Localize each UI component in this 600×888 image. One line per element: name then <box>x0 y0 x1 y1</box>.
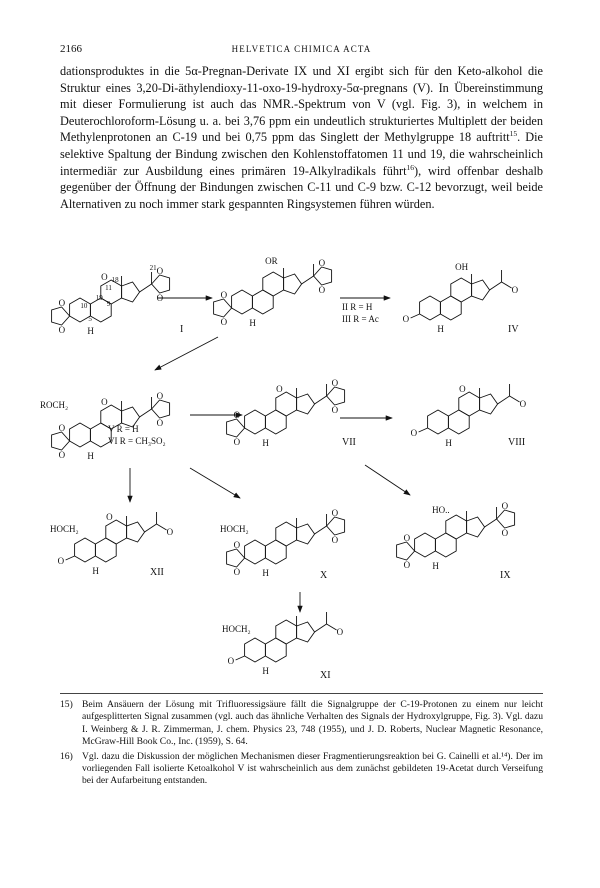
cmpd-ii-dioxolane <box>214 299 232 317</box>
cmpd-i-locant-10: 10 <box>80 302 88 310</box>
cmpd-xii-c20-bond <box>145 524 157 532</box>
cmpd-ix-ring-c <box>446 515 467 539</box>
cmpd-i-dioxolane <box>152 275 170 293</box>
cmpd-x-label: X <box>320 570 328 581</box>
cmpd-ii-ring-d <box>284 274 302 294</box>
cmpd-v-dioxolane <box>152 400 170 418</box>
cmpd-xi-ring-c <box>276 620 297 644</box>
cmpd-vii-c11-oxygen: O <box>276 384 283 394</box>
cmpd-i-locant-21: 21 <box>149 264 157 272</box>
cmpd-i-c11-oxygen: O <box>101 272 108 282</box>
cmpd-i-o-atom: O <box>156 266 164 276</box>
footnote-16 <box>60 751 543 788</box>
cmpd-v-o-atom: O <box>156 391 164 401</box>
cmpd-ii-h5: H <box>249 318 256 328</box>
cmpd-ii-c20-bond <box>302 276 314 284</box>
cmpd-iv-c20-bond <box>490 282 502 290</box>
footnote-text: Beim Ansäuern der Lösung mit Trifluoressigsäure fällt die Signalgruppe der C-19-Protonen zu einem nur leicht aufgesplitterten Signal zusammen (vgl. auch das ähnliche Verhalten des Signals der Hydroxylgruppe, Fig. 3). Vgl. dazu I. Weinberg & J. R. Zimmerman, J. chem. Physics 23, 748 (1955), und J. D. Roberts, Nuclear Magnetic Resonance, McGraw-Hill Book Co., Inc. (1959), S. 64. <box>82 699 543 748</box>
cmpd-v-label: V R = H <box>108 424 139 434</box>
cmpd-ii-o-atom: O <box>318 285 326 295</box>
cmpd-x-c20-bond <box>315 526 327 534</box>
cmpd-x-ring-c <box>276 522 297 546</box>
cmpd-viii-ring-b <box>448 410 469 434</box>
cmpd-iv-ring-c <box>451 278 472 302</box>
footnote-number: 16) <box>60 750 73 762</box>
cmpd-x-ring-d <box>297 524 315 544</box>
cmpd-iv-ring-d <box>472 280 490 300</box>
cmpd-xi-c20-carbonyl <box>327 624 337 630</box>
cmpd-vii-o-atom: O <box>233 410 241 420</box>
cmpd-viii-c20-carbonyl <box>510 396 520 402</box>
cmpd-v-c20-bond <box>140 409 152 417</box>
cmpd-xii-ring-b <box>95 538 116 562</box>
cmpd-xii-c20-carbonyl <box>157 524 167 530</box>
cmpd-ix-dioxolane <box>397 542 415 560</box>
cmpd-ii-ring-c <box>263 272 284 296</box>
footnote-number: 15) <box>60 699 73 710</box>
cmpd-vii-dioxolane <box>327 387 345 405</box>
journal-title: HELVETICA CHIMICA ACTA <box>231 44 372 54</box>
cmpd-ii-dioxolane <box>314 267 332 285</box>
cmpd-ix-o-atom: O <box>403 533 411 543</box>
cmpd-xi-ring-b <box>265 638 286 662</box>
cmpd-ii-ring-a <box>232 290 253 314</box>
reaction-scheme <box>30 240 570 690</box>
cmpd-xii-c11-oxygen: O <box>106 512 113 522</box>
cmpd-i-label: I <box>180 324 184 335</box>
footnotes <box>60 699 543 790</box>
cmpd-ix-o-atom: O <box>501 528 509 538</box>
cmpd-viii-ring-a <box>428 410 449 434</box>
cmpd-viii-h5: H <box>445 438 452 448</box>
arrow-ii-to-v <box>155 337 218 370</box>
cmpd-iv-ring-a <box>420 296 441 320</box>
cmpd-iii-cond: III R = Ac <box>342 314 379 324</box>
cmpd-x-o-atom: O <box>331 535 339 545</box>
arrow-v-to-x <box>190 468 240 498</box>
cmpd-v-ring-a <box>70 423 91 447</box>
cmpd-ix-o-atom: O <box>501 501 509 511</box>
cmpd-x-ring-a <box>245 540 266 564</box>
cmpd-iv-h5: H <box>437 324 444 334</box>
cmpd-vii-ring-d <box>297 394 315 414</box>
cmpd-x-o-atom: O <box>233 567 241 577</box>
cmpd-xi-h5: H <box>262 666 269 676</box>
cmpd-v-o-atom: O <box>58 423 66 433</box>
paragraph-text-end: ), wird offenbar deshalb gegenüber der Öffnung der Bindungen zwischen C-11 und C-9 bzw. C-12 bevorzugt, weil beide Alternativen zu noch immer stark gespannten Ringsystemen führen würden. <box>60 163 544 211</box>
cmpd-vii-ring-c <box>276 392 297 416</box>
cmpd-viii-label: VIII <box>508 437 526 448</box>
cmpd-ix-ring-b <box>435 533 456 557</box>
cmpd-i-h5: H <box>87 326 94 336</box>
cmpd-vii-ring-b <box>265 410 286 434</box>
cmpd-xi-c20-oxygen: O <box>336 627 344 637</box>
cmpd-xi-c20-bond <box>315 624 327 632</box>
cmpd-ix-dioxolane <box>497 510 515 528</box>
cmpd-i-o-atom: O <box>58 325 66 335</box>
cmpd-iv-c3-oxygen: O <box>402 314 410 324</box>
cmpd-viii-c11-oxygen: O <box>459 384 466 394</box>
cmpd-xii-hoch2-label: HOCH₂ <box>50 524 79 534</box>
cmpd-iv-ring-b <box>440 296 461 320</box>
cmpd-xi-ring-d <box>297 622 315 642</box>
cmpd-i-locant-11: 11 <box>105 284 112 292</box>
cmpd-ix-ho-label: HO.. <box>432 505 450 515</box>
cmpd-i-dioxolane <box>52 307 70 325</box>
cmpd-i-ring-d <box>122 282 140 302</box>
cmpd-i-locant-18: 18 <box>111 276 119 284</box>
cmpd-v-c11-oxygen: O <box>101 397 108 407</box>
cmpd-i-locant-5: 5 <box>88 315 92 323</box>
arrow-vii-to-ix <box>365 465 410 495</box>
cmpd-iv-c20-carbonyl <box>502 282 512 288</box>
cmpd-xii-ring-d <box>127 522 145 542</box>
cmpd-vii-o-atom: O <box>331 378 339 388</box>
cmpd-vii-label: VII <box>342 437 356 448</box>
cmpd-x-o-atom: O <box>331 508 339 518</box>
cmpd-xii-label: XII <box>150 567 164 578</box>
cmpd-ix-o-atom: O <box>403 560 411 570</box>
body-paragraph <box>60 63 543 212</box>
cmpd-ix-ring-a <box>415 533 436 557</box>
cmpd-v-h5: H <box>87 451 94 461</box>
cmpd-xi-label: XI <box>320 670 331 681</box>
footnote-text: Vgl. dazu die Diskussion der möglichen Mechanismen dieser Fragmentierungsreaktion bei G. Cainelli et al.¹⁴). Der im vorliegenden Fall isolierte Ketoalkohol V ist wahrscheinlich aus dem zunächst gebildeten 19-Acetat durch Verseifung bei der Aufarbeitung entstanden. <box>82 750 543 787</box>
cmpd-v-o-atom: O <box>156 418 164 428</box>
cmpd-ix-h5: H <box>432 561 439 571</box>
cmpd-vii-dioxolane <box>227 419 245 437</box>
cmpd-x-dioxolane <box>227 549 245 567</box>
paragraph-text-cont: . Die selektive Spaltung der Bindung zwischen den Kohlenstoffatomen 11 und 19, die wahrscheinlich intermediär zur Ausbildung eines primären 19-Alkylradikals führt <box>60 130 544 178</box>
cmpd-xii-c3-oxygen: O <box>57 556 65 566</box>
cmpd-ix-ring-d <box>467 517 485 537</box>
cmpd-ix-label: IX <box>500 570 511 581</box>
cmpd-x-dioxolane <box>327 517 345 535</box>
paragraph-text: dationsproduktes in die 5α-Pregnan-Derivate IX und XI ergibt sich für den Keto-alkohol die Struktur eines 3,20-Di-äthylendioxy-11-oxo-19-hydroxy-5α-pregnans (V). In Übereinstimmung mit dieser Formulierung ist auch das NMR.-Spektrum von V (vgl. Fig. 3), in welchem in Deuterochloroform-Lösung u. a. bei 3,76 ppm ein undeutlich strukturiertes Multiplett der beiden Methylenprotonen an C-19 und bei 0,75 ppm das Singlett der Methylgruppe 18 auftritt <box>60 64 543 145</box>
footnote-separator <box>60 693 543 694</box>
cmpd-xi-c3-carbonyl <box>236 656 245 660</box>
cmpd-vii-o-atom: O <box>331 405 339 415</box>
cmpd-ii-o-atom: O <box>220 317 228 327</box>
footnote-ref-15[interactable]: 15 <box>509 129 518 139</box>
cmpd-viii-c3-carbonyl <box>419 428 428 432</box>
page-number: 2166 <box>60 43 82 55</box>
cmpd-i-o-atom: O <box>156 293 164 303</box>
cmpd-viii-c20-bond <box>498 396 510 404</box>
cmpd-xii-h5: H <box>92 566 99 576</box>
cmpd-iv-c20-oxygen: O <box>511 285 519 295</box>
cmpd-xii-c20-oxygen: O <box>166 527 174 537</box>
cmpd-vii-ring-a <box>245 410 266 434</box>
cmpd-x-hoch2-label: HOCH₂ <box>220 524 249 534</box>
cmpd-iv-label: IV <box>508 324 519 335</box>
scheme-drawing <box>30 240 570 690</box>
cmpd-xi-hoch2-label: HOCH₂ <box>222 624 251 634</box>
cmpd-i-locant-9: 9 <box>106 300 111 308</box>
cmpd-ii-ring-b <box>252 290 273 314</box>
cmpd-v-o-atom: O <box>58 450 66 460</box>
cmpd-iv-oh-label: OH <box>455 262 469 272</box>
cmpd-xi-c3-oxygen: O <box>227 656 235 666</box>
cmpd-x-ring-b <box>265 540 286 564</box>
footnote-15 <box>60 699 543 749</box>
cmpd-ii-cond: II R = H <box>342 302 373 312</box>
footnote-ref-16[interactable]: 16 <box>406 162 415 172</box>
cmpd-viii-c3-oxygen: O <box>410 428 418 438</box>
cmpd-iv-c3-carbonyl <box>411 314 420 318</box>
cmpd-ii-or-label: OR <box>265 256 278 266</box>
cmpd-i-c20-bond <box>140 284 152 292</box>
cmpd-viii-ring-d <box>480 394 498 414</box>
cmpd-i-o-atom: O <box>58 298 66 308</box>
cmpd-xi-ring-a <box>245 638 266 662</box>
cmpd-xii-c3-carbonyl <box>66 556 75 560</box>
cmpd-ii-o-atom: O <box>220 290 228 300</box>
cmpd-i-locant-19: 19 <box>95 294 103 302</box>
cmpd-v-roch2-label: ROCH₂ <box>40 400 69 410</box>
cmpd-ii-o-atom: O <box>318 258 326 268</box>
cmpd-vii-o-atom: O <box>233 437 241 447</box>
cmpd-v-dioxolane <box>52 432 70 450</box>
cmpd-vi-label: VI R = CH₃SO₂ <box>108 436 166 446</box>
cmpd-x-o-atom: O <box>233 540 241 550</box>
cmpd-x-h5: H <box>262 568 269 578</box>
cmpd-xii-ring-a <box>75 538 96 562</box>
cmpd-viii-ring-c <box>459 392 480 416</box>
cmpd-vii-h5: H <box>262 438 269 448</box>
cmpd-xii-ring-c <box>106 520 127 544</box>
cmpd-ix-c20-bond <box>485 519 497 527</box>
cmpd-viii-c20-oxygen: O <box>519 399 527 409</box>
page-header <box>60 43 543 57</box>
cmpd-vii-c20-bond <box>315 396 327 404</box>
